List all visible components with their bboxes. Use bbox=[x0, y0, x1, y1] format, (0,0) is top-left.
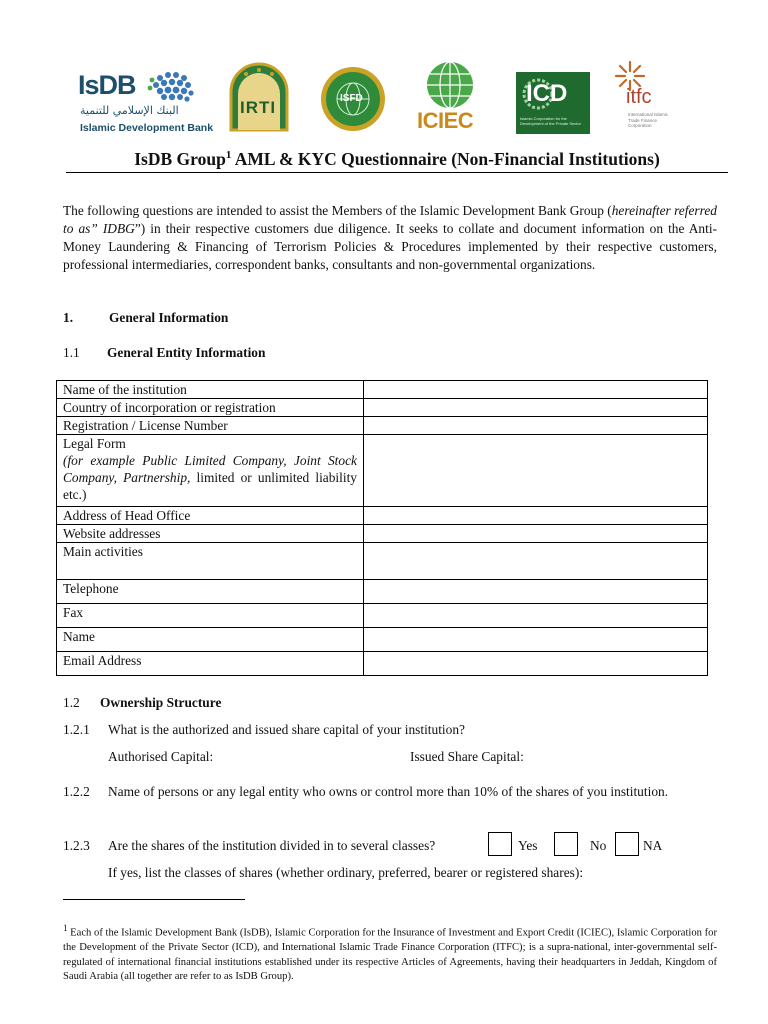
yes-checkbox[interactable] bbox=[488, 832, 512, 856]
isdb-acronym: IsDB bbox=[78, 70, 136, 100]
entity-info-table bbox=[56, 380, 708, 676]
intro-paragraph bbox=[63, 202, 717, 274]
registration-field[interactable] bbox=[364, 417, 708, 435]
question-1-2-1 bbox=[63, 721, 717, 739]
footnote bbox=[63, 921, 717, 985]
section-1-1-label: General Entity Information bbox=[107, 345, 266, 360]
legal-form-label bbox=[57, 435, 364, 507]
section-1-number: 1. bbox=[63, 310, 74, 325]
table-row bbox=[57, 399, 708, 417]
institution-name-field[interactable] bbox=[364, 381, 708, 399]
iciec-globe-icon bbox=[414, 60, 486, 110]
question-1-2-3 bbox=[63, 837, 435, 855]
intro-text-1: The following questions are intended to assist the Members of the Islamic Development Bank Group ( bbox=[63, 203, 612, 218]
section-1-2-number: 1.2 bbox=[63, 695, 80, 710]
share-classes-followup: If yes, list the classes of shares (whether ordinary, preferred, bearer or registered shares): bbox=[108, 865, 584, 880]
intro-italic: hereinafter referred to as” IDBG bbox=[63, 203, 717, 236]
irti-text: IRTI bbox=[240, 98, 277, 117]
fax-field[interactable] bbox=[364, 604, 708, 628]
main-activities-field[interactable] bbox=[364, 543, 708, 580]
table-label: Telephone bbox=[57, 580, 364, 604]
table-row bbox=[57, 628, 708, 652]
table-label: Website addresses bbox=[57, 525, 364, 543]
section-1-2-label: Ownership Structure bbox=[100, 695, 222, 710]
irti-arch-icon bbox=[228, 62, 290, 132]
table-row bbox=[57, 652, 708, 676]
question-text: What is the authorized and issued share capital of your institution? bbox=[108, 722, 465, 737]
table-label: Legal Form bbox=[63, 436, 126, 451]
itfc-logo bbox=[606, 58, 696, 138]
document-title bbox=[66, 149, 728, 173]
title-part2: AML & KYC Questionnaire (Non-Financial Institutions) bbox=[231, 149, 660, 169]
table-label: Country of incorporation or registration bbox=[57, 399, 364, 417]
head-office-field[interactable] bbox=[364, 507, 708, 525]
na-label: NA bbox=[643, 838, 663, 853]
logo-strip bbox=[78, 58, 718, 138]
isdb-english-name: Islamic Development Bank bbox=[80, 122, 214, 134]
icd-logo bbox=[516, 72, 590, 134]
footnote-text: Each of the Islamic Development Bank (IsDB), Islamic Corporation for the Insurance of Investment and Export Credit (ICIEC), Islamic Corporation for the Development of the Private Sector (ICD), and International Islamic Trade Finance Corporation (ITFC); is a supra-national, inter-governmental self-regulated of international financial institutions established under its respective Articles of Agreements, having their headquarters in Jeddah, Kingdom of Saudi Arabia (all together are refer to as IsDB Group). bbox=[63, 927, 717, 983]
legal-form-example: (for example Public Limited Company, Joint Stock Company, Partnership, bbox=[63, 453, 357, 485]
intro-text-2: ”) in their respective customers due diligence. It seeks to collate and document information on the Anti-Money Laundering & Financing of Terrorism Policies & Procedures implemented by their respective customers, professional intermediaries, correspondent banks, consultants and non-governmental organizations. bbox=[63, 221, 717, 272]
table-row bbox=[57, 543, 708, 580]
question-1-2-2-number: 1.2.2 bbox=[63, 784, 90, 799]
authorised-capital-label: Authorised Capital: bbox=[108, 749, 214, 764]
section-1-1-heading bbox=[63, 345, 265, 361]
table-row bbox=[57, 435, 708, 507]
table-row bbox=[57, 604, 708, 628]
table-label: Address of Head Office bbox=[57, 507, 364, 525]
isdb-logo bbox=[78, 66, 214, 138]
table-row bbox=[57, 381, 708, 399]
website-field[interactable] bbox=[364, 525, 708, 543]
isfd-text: ISFD bbox=[340, 93, 363, 104]
title-part1: IsDB Group bbox=[134, 149, 226, 169]
question-number: 1.2.1 bbox=[63, 722, 90, 737]
table-label: Main activities bbox=[57, 543, 364, 580]
contact-name-field[interactable] bbox=[364, 628, 708, 652]
itfc-subtitle: International Islamic Trade Finance Corporation bbox=[628, 112, 669, 128]
yes-label: Yes bbox=[518, 838, 538, 853]
email-field[interactable] bbox=[364, 652, 708, 676]
table-label: Registration / License Number bbox=[57, 417, 364, 435]
no-checkbox[interactable] bbox=[554, 832, 578, 856]
footnote-separator bbox=[63, 899, 245, 900]
table-label: Fax bbox=[57, 604, 364, 628]
legal-form-field[interactable] bbox=[364, 435, 708, 507]
iciec-logo bbox=[414, 60, 486, 136]
table-row bbox=[57, 525, 708, 543]
question-1-2-2-text: Name of persons or any legal entity who owns or control more than 10% of the shares of you institution. bbox=[108, 784, 669, 799]
isfd-logo bbox=[314, 66, 392, 132]
icd-subtitle: Islamic Corporation for the Development of the Private Sector bbox=[520, 116, 581, 126]
table-row bbox=[57, 507, 708, 525]
section-1-label: General Information bbox=[109, 310, 229, 325]
table-row bbox=[57, 417, 708, 435]
issued-capital-label: Issued Share Capital: bbox=[410, 749, 524, 764]
section-1-heading bbox=[63, 310, 228, 326]
legal-form-example-rest: limited or unlimited liability etc.) bbox=[63, 470, 358, 502]
telephone-field[interactable] bbox=[364, 580, 708, 604]
question-number: 1.2.3 bbox=[63, 838, 90, 853]
isdb-arabic-name: البنك الإسلامي للتنمية bbox=[80, 104, 179, 117]
na-checkbox[interactable] bbox=[615, 832, 639, 856]
table-label: Name bbox=[57, 628, 364, 652]
title-footnote-mark: 1 bbox=[225, 149, 232, 162]
country-field[interactable] bbox=[364, 399, 708, 417]
no-label: No bbox=[590, 838, 607, 853]
iciec-text: ICIEC bbox=[417, 108, 474, 133]
itfc-text: itfc bbox=[626, 86, 652, 108]
footnote-mark: 1 bbox=[63, 923, 68, 933]
table-label: Name of the institution bbox=[57, 381, 364, 399]
irti-logo bbox=[228, 62, 290, 132]
table-label: Email Address bbox=[57, 652, 364, 676]
table-row bbox=[57, 580, 708, 604]
section-1-1-number: 1.1 bbox=[63, 345, 80, 360]
section-1-2-heading bbox=[63, 695, 221, 711]
icd-text: ICD bbox=[526, 80, 568, 107]
question-text: Are the shares of the institution divided in to several classes? bbox=[108, 838, 436, 853]
